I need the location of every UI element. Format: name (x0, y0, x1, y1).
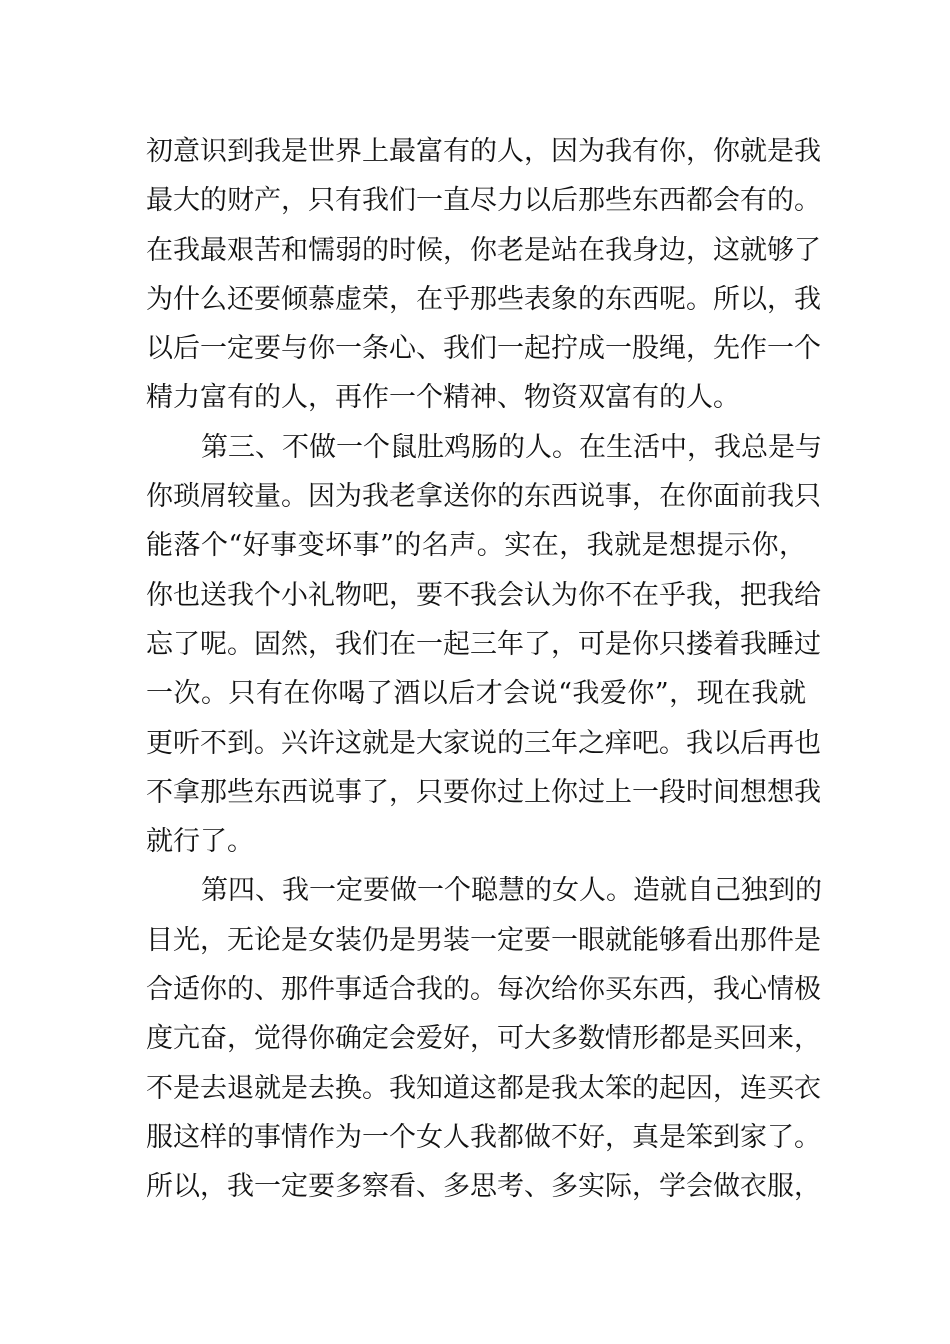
text-line: 不是去退就是去换。我知道这都是我太笨的起因，连买衣 (146, 1072, 821, 1104)
text-line: 更听不到。兴许这就是大家说的三年之痒吧。我以后再也 (146, 727, 821, 759)
text-line: 一次。只有在你喝了酒以后才会说“我爱你”，现在我就 (146, 678, 806, 710)
text-line: 不拿那些东西说事了，只要你过上你过上一段时间想想我 (146, 776, 821, 808)
text-line: 在我最艰苦和懦弱的时候，你老是站在我身边，这就够了 (146, 234, 821, 266)
text-line: 你琐屑较量。因为我老拿送你的东西说事，在你面前我只 (146, 481, 821, 513)
paragraph-start-line: 第三、不做一个鼠肚鸡肠的人。在生活中，我总是与 (201, 431, 822, 463)
text-line: 合适你的、那件事适合我的。每次给你买东西，我心情极 (146, 974, 821, 1006)
text-line: 为什么还要倾慕虚荣，在乎那些表象的东西呢。所以，我 (146, 283, 821, 315)
text-line: 所以，我一定要多察看、多思考、多实际，学会做衣服， (146, 1171, 821, 1203)
body-text (146, 127, 822, 1212)
text-line: 服这样的事情作为一个女人我都做不好，真是笨到家了。 (146, 1121, 821, 1153)
text-line: 以后一定要与你一条心、我们一起拧成一股绳，先作一个 (146, 333, 821, 365)
text-line: 精力富有的人，再作一个精神、物资双富有的人。 (146, 382, 740, 414)
text-line: 初意识到我是世界上最富有的人，因为我有你，你就是我 (146, 136, 821, 167)
text-line: 你也送我个小礼物吧，要不我会认为你不在乎我，把我给 (146, 579, 821, 611)
text-line: 目光，无论是女装仍是男装一定要一眼就能够看出那件是 (146, 924, 821, 956)
text-line: 忘了呢。固然，我们在一起三年了，可是你只搂着我睡过 (146, 628, 821, 660)
text-line: 度亢奋，觉得你确定会爱好，可大多数情形都是买回来， (146, 1023, 821, 1055)
text-line: 最大的财产，只有我们一直尽力以后那些东西都会有的。 (146, 185, 821, 217)
text-line: 能落个“好事变坏事”的名声。实在，我就是想提示你， (146, 530, 806, 562)
text-line: 就行了。 (146, 826, 254, 858)
paragraph-start-line: 第四、我一定要做一个聪慧的女人。造就自己独到的 (201, 875, 822, 907)
